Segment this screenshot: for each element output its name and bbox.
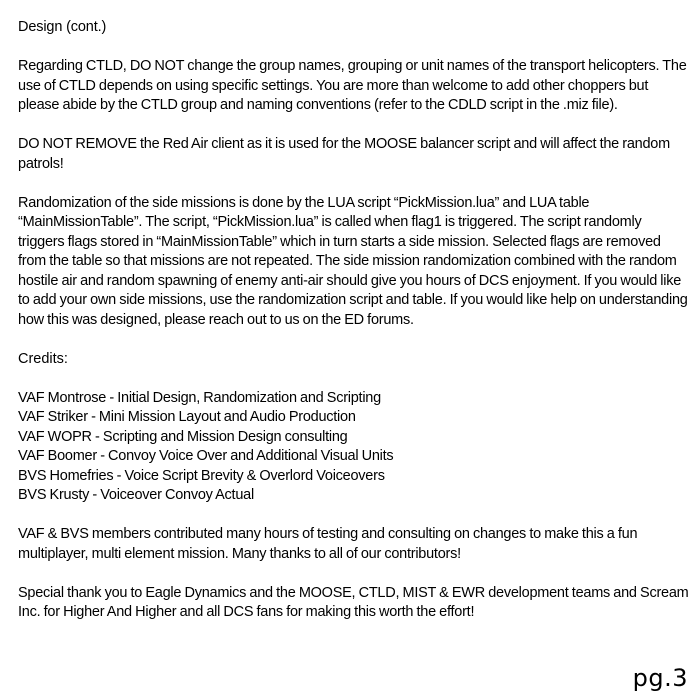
credit-item: VAF Montrose - Initial Design, Randomization and Scripting xyxy=(18,389,381,406)
credit-item: VAF Boomer - Convoy Voice Over and Additional Visual Units xyxy=(18,448,394,464)
page-number: pg.3 xyxy=(632,664,688,692)
randomization-paragraph: Randomization of the side missions is done by the LUA script “PickMission.lua” and LUA table “MainMissionTable”. The script, “PickMission.lua” is called when flag1 is triggered. The script randomly triggers flags stored in “MainMissionTable” which in turn starts a side mission. Selected flags are removed from the table so that missions are not repeated. The side mission randomization combined with the random hostile air and random spawning of enemy anti-air should give you hours of DCS enjoyment. If you would like to add your own side missions, use the randomization script and table. If you would like help on understanding how this was designed, please reach out to us on the ED forums. xyxy=(18,194,688,328)
document-page xyxy=(18,18,690,642)
credit-item: VAF Striker - Mini Mission Layout and Audio Production xyxy=(18,409,356,425)
red-air-paragraph: DO NOT REMOVE the Red Air client as it is used for the MOOSE balancer script and will affect the random patrols! xyxy=(18,136,670,172)
contributors-paragraph: VAF & BVS members contributed many hours of testing and consulting on changes to make this a fun multiplayer, multi element mission. Many thanks to all of our contributors! xyxy=(18,526,638,562)
section-heading: Design (cont.) xyxy=(18,19,107,35)
credits-list xyxy=(18,389,690,506)
credits-label: Credits: xyxy=(18,350,68,367)
credit-item: BVS Krusty - Voiceover Convoy Actual xyxy=(18,487,254,503)
credit-item: BVS Homefries - Voice Script Brevity & Overlord Voiceovers xyxy=(18,467,385,484)
ctld-paragraph: Regarding CTLD, DO NOT change the group names, grouping or unit names of the transport helicopters. The use of CTLD depends on using specific settings. You are more than welcome to add other choppers but please abide by the CTLD group and naming conventions (refer to the CDLD script in the .miz file). xyxy=(18,58,687,113)
credit-item: VAF WOPR - Scripting and Mission Design consulting xyxy=(18,428,348,445)
thank-you-paragraph: Special thank you to Eagle Dynamics and the MOOSE, CTLD, MIST & EWR development teams and Scream Inc. for Higher And Higher and all DCS fans for making this worth the effort! xyxy=(18,584,689,620)
